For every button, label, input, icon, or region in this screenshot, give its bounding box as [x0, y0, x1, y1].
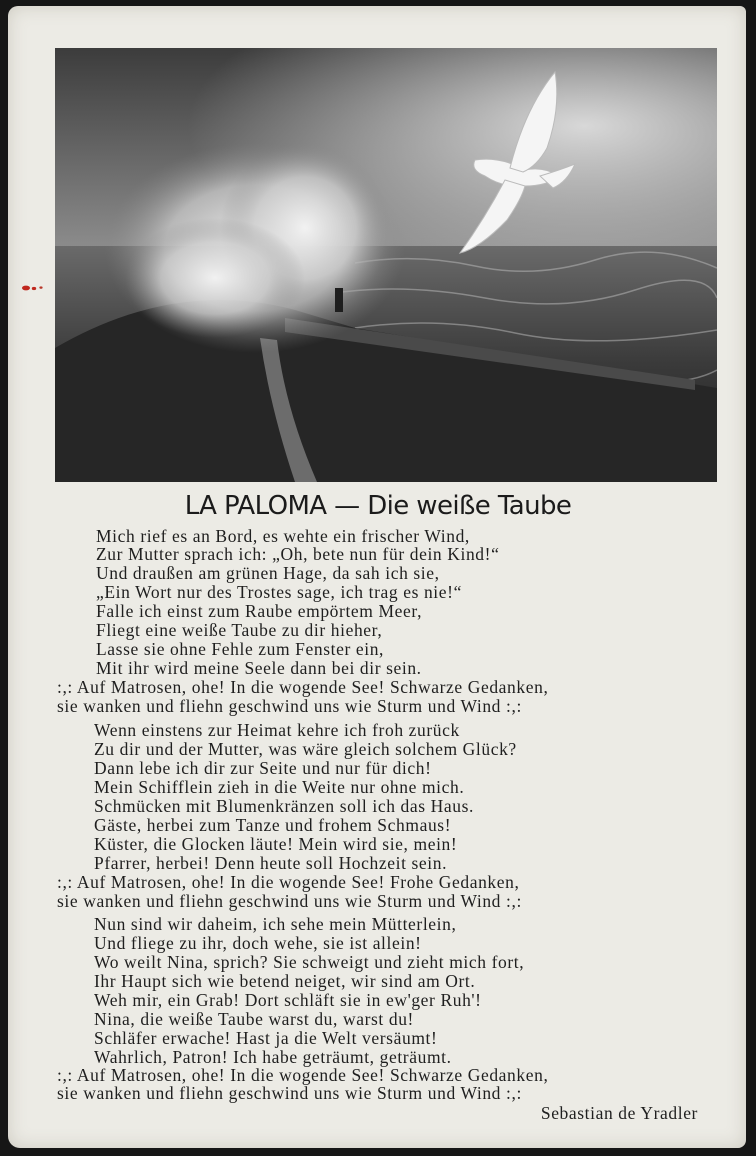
- verse-line: Fliegt eine weiße Taube zu dir hieher,: [96, 620, 383, 640]
- verse-line: Küster, die Glocken läute! Mein wird sie, mein!: [94, 834, 458, 854]
- verse-line: Nina, die weiße Taube warst du, warst du!: [94, 1009, 414, 1029]
- verse-line: Ihr Haupt sich wie betend neiget, wir sind am Ort.: [94, 971, 476, 991]
- refrain-line: :,: Auf Matrosen, ohe! In die wogende See! Schwarze Gedanken,: [57, 1065, 549, 1085]
- verse-line: Dann lebe ich dir zur Seite und nur für dich!: [94, 758, 432, 778]
- verse-line: Mein Schifflein zieh in die Weite nur ohne mich.: [94, 777, 465, 797]
- verse-line: Zur Mutter sprach ich: „Oh, bete nun für dein Kind!“: [96, 544, 500, 564]
- refrain-line: sie wanken und fliehn geschwind uns wie Sturm und Wind :,:: [57, 1083, 522, 1103]
- verse-line: Wahrlich, Patron! Ich habe geträumt, geträumt.: [94, 1047, 452, 1067]
- verse-line: „Ein Wort nur des Trostes sage, ich trag es nie!“: [96, 582, 462, 602]
- verse-line: Lasse sie ohne Fehle zum Fenster ein,: [96, 639, 385, 659]
- author-signature: Sebastian de Yradler: [540, 1103, 698, 1123]
- refrain-line: sie wanken und fliehn geschwind uns wie Sturm und Wind :,:: [57, 696, 522, 716]
- verse-line: Wo weilt Nina, sprich? Sie schweigt und zieht mich fort,: [94, 952, 525, 972]
- verse-line: Wenn einstens zur Heimat kehre ich froh zurück: [94, 720, 460, 740]
- verse-line: Und fliege zu ihr, doch wehe, sie ist allein!: [94, 933, 422, 953]
- verse-line: Nun sind wir daheim, ich sehe mein Mütterlein,: [94, 914, 457, 934]
- verse-line: Weh mir, ein Grab! Dort schläft sie in ew'ger Ruh'!: [94, 990, 482, 1010]
- verse-line: Und draußen am grünen Hage, da sah ich sie,: [96, 563, 440, 583]
- page-title: LA PALOMA — Die weiße Taube: [184, 491, 572, 521]
- sea-photo-with-white-dove: [55, 48, 717, 482]
- verse-line: Mich rief es an Bord, es wehte ein frischer Wind,: [96, 526, 470, 546]
- verse-line: Mit ihr wird meine Seele dann bei dir sein.: [96, 658, 422, 678]
- refrain-line: :,: Auf Matrosen, ohe! In die wogende See! Schwarze Gedanken,: [57, 677, 549, 697]
- refrain-line: :,: Auf Matrosen, ohe! In die wogende See! Frohe Gedanken,: [57, 872, 520, 892]
- verse-line: Schläfer erwache! Hast ja die Welt versäumt!: [94, 1028, 438, 1048]
- verse-line: Falle ich einst zum Raube empörtem Meer,: [96, 601, 423, 621]
- verse-line: Zu dir und der Mutter, was wäre gleich solchem Glück?: [94, 739, 517, 759]
- verse-line: Gäste, herbei zum Tanze und frohem Schmaus!: [94, 815, 452, 835]
- verse-line: Pfarrer, herbei! Denn heute soll Hochzeit sein.: [94, 853, 448, 873]
- refrain-line: sie wanken und fliehn geschwind uns wie Sturm und Wind :,:: [57, 891, 522, 911]
- red-ink-spot: [20, 284, 46, 292]
- verse-line: Schmücken mit Blumenkränzen soll ich das Haus.: [94, 796, 474, 816]
